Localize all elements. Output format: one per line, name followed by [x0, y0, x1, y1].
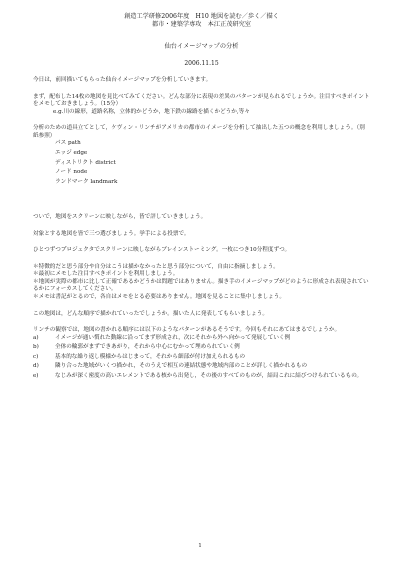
- document-title: 仙台イメージマップの分析: [164, 42, 239, 50]
- note-item: ＊地図が実際の都市に比して正確であるかどうかは問題ではありません。描き手のイメージマップがどのように形成され表現されているかにフォーカスしてください。: [33, 278, 369, 293]
- step-screen-review: ついで，地図をスクリーンに映しながら，皆で評していきましょう。: [33, 214, 207, 221]
- step-lynch-concepts: 分析のための道具立てとして，ケヴィン・リンチがアメリカの都市のイメージを分析して抽出した五つの概念を利用しましょう。（別紙参照）: [33, 125, 365, 139]
- list-item: ディストリクト district: [55, 159, 116, 166]
- course-title: 創造工学研修2006年度 H10 地図を読む／歩く／描く: [124, 13, 279, 20]
- drawing-pattern-list: [33, 335, 370, 381]
- step-select-maps: 対象とする地図を皆で三つ選びましょう。挙手による投票で。: [33, 230, 190, 237]
- page-number: 1: [198, 543, 202, 549]
- list-item: ランドマーク landmark: [55, 178, 118, 185]
- list-item: [33, 373, 370, 381]
- list-item: エッジ edge: [55, 150, 88, 156]
- note-item: ＊特徴的だと思う部分や自分はこうは描かなかったと思う部分について，自由に指摘しましょう。: [33, 263, 279, 270]
- step-compare-example: e.g.川の線形，道路名称，立体的かどうか，地下鉄の線路を描くかどうか,等々: [53, 108, 250, 115]
- list-text: イメージが通い慣れた動線に沿ってまず形成され，次にそれから外へ向かって発展していく例: [55, 334, 291, 341]
- list-item: [33, 354, 370, 362]
- list-marker: b): [33, 344, 39, 351]
- document-date: 2006.11.15: [184, 60, 219, 68]
- step-compare-maps: まず，配布した14枚の地図を見比べてみてください。どんな部分に表現の差異のパターンが見られるでしょうか。注目すべきポイントをメモしておきましょう。（15分）: [33, 93, 370, 108]
- list-text: なじみが深く密度の高いエレメントである核から出発し，その後のすべてのものが，結局これに結びつけられているもの。: [55, 372, 363, 379]
- list-marker: d): [33, 363, 39, 370]
- list-item: パス path: [55, 140, 81, 147]
- note-item: ＊最初にメモした注目すべきポイントを利用しましょう。: [33, 271, 179, 278]
- list-item: ノード node: [55, 169, 88, 176]
- list-marker: e): [33, 372, 39, 379]
- lynch-concept-list: [33, 140, 370, 186]
- list-text: 基本的な繰り返し模様からはじまって，それから細部が付け加えられるもの: [55, 353, 246, 360]
- note-item: ＊メモは書記がとるので，各自はメモをとる必要はありません。地図を見ることに集中しましょう。: [33, 294, 285, 301]
- list-marker: c): [33, 353, 39, 360]
- list-item: [33, 344, 370, 352]
- list-marker: a): [33, 334, 39, 341]
- intro-paragraph: 今日は，前回描いてもらった仙台イメージマップを分析していきます。: [33, 77, 212, 84]
- document-header: [33, 13, 370, 68]
- step-drawing-order: この地図は，どんな順序で描かれていったでしょうか。描いた人に発表してもらいましょう。: [33, 310, 268, 317]
- list-text: 隣り合った地域がいくつ描かれ，そのうえで相互の連結状態や地域内部のことが詳しく描かれるもの: [55, 363, 308, 370]
- brainstorm-notes: [33, 264, 370, 302]
- list-item: [33, 363, 370, 371]
- step-brainstorm: ひとつずつプロジェクタでスクリーンに映しながらブレインストーミング。一枚につき10分程度ずつ。: [33, 247, 291, 254]
- list-text: 全体の輪郭がまずできあがり，それから中心にむかって埋められていく例: [55, 344, 240, 351]
- list-item: [33, 335, 370, 343]
- step-lynch-patterns: リンチの観察では，地図の書かれる順序には以下のようなパターンがあるそうです。今回もそれにあてはまるでしょうか。: [33, 327, 341, 334]
- lab-name: 都市・建築学専攻 本江正茂研究室: [152, 21, 251, 29]
